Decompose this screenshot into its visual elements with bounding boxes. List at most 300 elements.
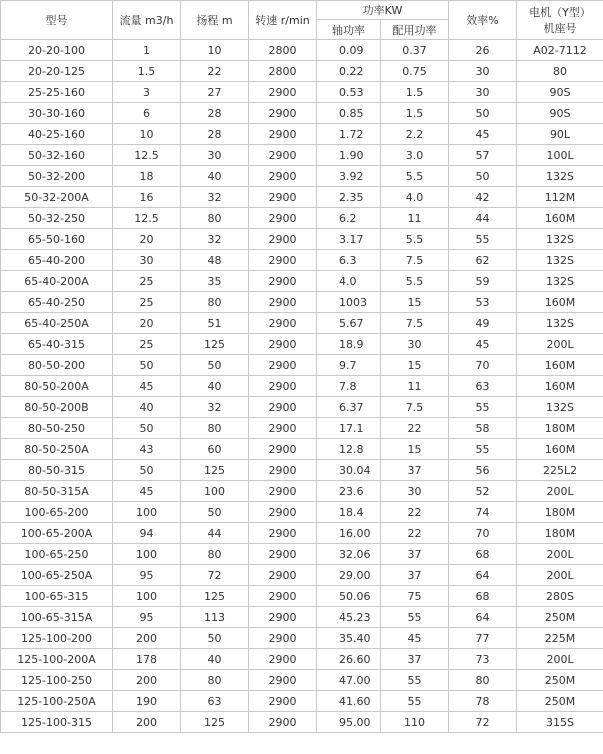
motor-frame-cell: 132S xyxy=(517,397,603,418)
flow-cell: 30 xyxy=(113,250,181,271)
motor-frame-cell: 225L2 xyxy=(517,460,603,481)
head-cell: 60 xyxy=(181,439,249,460)
speed-cell: 2900 xyxy=(249,124,317,145)
table-row xyxy=(1,271,603,292)
model-cell: 80-50-200 xyxy=(1,355,113,376)
model-cell: 125-100-250A xyxy=(1,691,113,712)
header-power: 功率KW xyxy=(317,1,449,20)
table-row xyxy=(1,61,603,82)
shaft-power-cell: 2.35 xyxy=(317,187,381,208)
table-row xyxy=(1,313,603,334)
speed-cell: 2900 xyxy=(249,523,317,544)
model-cell: 25-25-160 xyxy=(1,82,113,103)
shaft-power-cell: 35.40 xyxy=(317,628,381,649)
efficiency-cell: 56 xyxy=(449,460,517,481)
table-row xyxy=(1,712,603,733)
speed-cell: 2800 xyxy=(249,61,317,82)
speed-cell: 2900 xyxy=(249,355,317,376)
model-cell: 80-50-250A xyxy=(1,439,113,460)
head-cell: 30 xyxy=(181,145,249,166)
table-row xyxy=(1,250,603,271)
motor-power-cell: 55 xyxy=(381,691,449,712)
speed-cell: 2900 xyxy=(249,502,317,523)
flow-cell: 100 xyxy=(113,586,181,607)
flow-cell: 100 xyxy=(113,544,181,565)
motor-frame-cell: 180M xyxy=(517,523,603,544)
efficiency-cell: 26 xyxy=(449,40,517,61)
table-row xyxy=(1,124,603,145)
table-header xyxy=(1,1,603,40)
speed-cell: 2900 xyxy=(249,607,317,628)
head-cell: 40 xyxy=(181,376,249,397)
efficiency-cell: 55 xyxy=(449,439,517,460)
flow-cell: 43 xyxy=(113,439,181,460)
flow-cell: 100 xyxy=(113,502,181,523)
efficiency-cell: 64 xyxy=(449,565,517,586)
model-cell: 30-30-160 xyxy=(1,103,113,124)
efficiency-cell: 30 xyxy=(449,61,517,82)
shaft-power-cell: 12.8 xyxy=(317,439,381,460)
head-cell: 50 xyxy=(181,355,249,376)
motor-frame-cell: A02-7112 xyxy=(517,40,603,61)
head-cell: 113 xyxy=(181,607,249,628)
shaft-power-cell: 3.17 xyxy=(317,229,381,250)
motor-frame-cell: 112M xyxy=(517,187,603,208)
shaft-power-cell: 26.60 xyxy=(317,649,381,670)
motor-frame-cell: 200L xyxy=(517,649,603,670)
table-row xyxy=(1,166,603,187)
header-motor-frame xyxy=(517,1,603,40)
model-cell: 100-65-250 xyxy=(1,544,113,565)
efficiency-cell: 78 xyxy=(449,691,517,712)
header-speed: 转速 r/min xyxy=(249,1,317,40)
motor-frame-cell: 200L xyxy=(517,334,603,355)
model-cell: 100-65-315 xyxy=(1,586,113,607)
shaft-power-cell: 6.37 xyxy=(317,397,381,418)
speed-cell: 2900 xyxy=(249,628,317,649)
efficiency-cell: 62 xyxy=(449,250,517,271)
motor-frame-cell: 132S xyxy=(517,229,603,250)
header-flow: 流量 m3/h xyxy=(113,1,181,40)
speed-cell: 2900 xyxy=(249,292,317,313)
motor-frame-cell: 132S xyxy=(517,313,603,334)
motor-frame-cell: 160M xyxy=(517,208,603,229)
speed-cell: 2900 xyxy=(249,670,317,691)
flow-cell: 50 xyxy=(113,460,181,481)
shaft-power-cell: 1003 xyxy=(317,292,381,313)
head-cell: 32 xyxy=(181,229,249,250)
shaft-power-cell: 1.90 xyxy=(317,145,381,166)
motor-frame-cell: 225M xyxy=(517,628,603,649)
efficiency-cell: 45 xyxy=(449,334,517,355)
efficiency-cell: 77 xyxy=(449,628,517,649)
flow-cell: 178 xyxy=(113,649,181,670)
motor-power-cell: 37 xyxy=(381,460,449,481)
motor-power-cell: 30 xyxy=(381,334,449,355)
head-cell: 51 xyxy=(181,313,249,334)
flow-cell: 50 xyxy=(113,418,181,439)
efficiency-cell: 50 xyxy=(449,166,517,187)
model-cell: 100-65-200 xyxy=(1,502,113,523)
model-cell: 65-50-160 xyxy=(1,229,113,250)
table-row xyxy=(1,292,603,313)
table-row xyxy=(1,145,603,166)
shaft-power-cell: 45.23 xyxy=(317,607,381,628)
motor-power-cell: 5.5 xyxy=(381,166,449,187)
model-cell: 20-20-100 xyxy=(1,40,113,61)
speed-cell: 2900 xyxy=(249,439,317,460)
motor-power-cell: 30 xyxy=(381,481,449,502)
model-cell: 100-65-200A xyxy=(1,523,113,544)
motor-power-cell: 7.5 xyxy=(381,397,449,418)
model-cell: 125-100-315 xyxy=(1,712,113,733)
motor-power-cell: 22 xyxy=(381,502,449,523)
efficiency-cell: 59 xyxy=(449,271,517,292)
head-cell: 80 xyxy=(181,208,249,229)
motor-frame-cell: 200L xyxy=(517,544,603,565)
motor-frame-cell: 132S xyxy=(517,271,603,292)
flow-cell: 20 xyxy=(113,229,181,250)
model-cell: 50-32-200A xyxy=(1,187,113,208)
header-motor-power: 配用功率 xyxy=(381,20,449,40)
motor-frame-cell: 90S xyxy=(517,82,603,103)
motor-frame-cell: 100L xyxy=(517,145,603,166)
table-row xyxy=(1,523,603,544)
table-row xyxy=(1,103,603,124)
table-row xyxy=(1,376,603,397)
motor-power-cell: 5.5 xyxy=(381,229,449,250)
speed-cell: 2900 xyxy=(249,649,317,670)
head-cell: 10 xyxy=(181,40,249,61)
table-row xyxy=(1,397,603,418)
model-cell: 65-40-200 xyxy=(1,250,113,271)
shaft-power-cell: 16.00 xyxy=(317,523,381,544)
shaft-power-cell: 4.0 xyxy=(317,271,381,292)
efficiency-cell: 80 xyxy=(449,670,517,691)
motor-frame-cell: 80 xyxy=(517,61,603,82)
head-cell: 40 xyxy=(181,649,249,670)
speed-cell: 2900 xyxy=(249,334,317,355)
table-row xyxy=(1,334,603,355)
model-cell: 50-32-200 xyxy=(1,166,113,187)
head-cell: 80 xyxy=(181,292,249,313)
motor-frame-cell: 250M xyxy=(517,670,603,691)
flow-cell: 200 xyxy=(113,628,181,649)
speed-cell: 2900 xyxy=(249,145,317,166)
speed-cell: 2900 xyxy=(249,166,317,187)
model-cell: 80-50-315A xyxy=(1,481,113,502)
motor-frame-cell: 90S xyxy=(517,103,603,124)
header-efficiency: 效率% xyxy=(449,1,517,40)
table-row xyxy=(1,439,603,460)
motor-frame-cell: 250M xyxy=(517,607,603,628)
shaft-power-cell: 41.60 xyxy=(317,691,381,712)
model-cell: 80-50-200A xyxy=(1,376,113,397)
model-cell: 40-25-160 xyxy=(1,124,113,145)
model-cell: 50-32-160 xyxy=(1,145,113,166)
flow-cell: 18 xyxy=(113,166,181,187)
motor-frame-cell: 90L xyxy=(517,124,603,145)
motor-power-cell: 55 xyxy=(381,607,449,628)
head-cell: 35 xyxy=(181,271,249,292)
efficiency-cell: 64 xyxy=(449,607,517,628)
efficiency-cell: 70 xyxy=(449,523,517,544)
efficiency-cell: 68 xyxy=(449,586,517,607)
speed-cell: 2900 xyxy=(249,313,317,334)
speed-cell: 2900 xyxy=(249,691,317,712)
table-row xyxy=(1,586,603,607)
table-row xyxy=(1,649,603,670)
table-row xyxy=(1,628,603,649)
motor-frame-cell: 160M xyxy=(517,376,603,397)
head-cell: 40 xyxy=(181,166,249,187)
head-cell: 80 xyxy=(181,418,249,439)
model-cell: 125-100-200A xyxy=(1,649,113,670)
head-cell: 28 xyxy=(181,103,249,124)
head-cell: 48 xyxy=(181,250,249,271)
speed-cell: 2900 xyxy=(249,376,317,397)
speed-cell: 2900 xyxy=(249,187,317,208)
table-body xyxy=(1,40,603,733)
flow-cell: 1 xyxy=(113,40,181,61)
motor-power-cell: 15 xyxy=(381,355,449,376)
shaft-power-cell: 0.22 xyxy=(317,61,381,82)
speed-cell: 2900 xyxy=(249,250,317,271)
model-cell: 100-65-315A xyxy=(1,607,113,628)
shaft-power-cell: 30.04 xyxy=(317,460,381,481)
motor-power-cell: 45 xyxy=(381,628,449,649)
speed-cell: 2900 xyxy=(249,103,317,124)
motor-power-cell: 2.2 xyxy=(381,124,449,145)
efficiency-cell: 70 xyxy=(449,355,517,376)
efficiency-cell: 73 xyxy=(449,649,517,670)
motor-power-cell: 110 xyxy=(381,712,449,733)
speed-cell: 2900 xyxy=(249,460,317,481)
table-row xyxy=(1,670,603,691)
motor-power-cell: 55 xyxy=(381,670,449,691)
motor-frame-cell: 160M xyxy=(517,439,603,460)
header-shaft-power: 轴功率 xyxy=(317,20,381,40)
shaft-power-cell: 0.09 xyxy=(317,40,381,61)
flow-cell: 40 xyxy=(113,397,181,418)
speed-cell: 2900 xyxy=(249,565,317,586)
table-row xyxy=(1,607,603,628)
efficiency-cell: 53 xyxy=(449,292,517,313)
flow-cell: 200 xyxy=(113,712,181,733)
head-cell: 44 xyxy=(181,523,249,544)
shaft-power-cell: 32.06 xyxy=(317,544,381,565)
efficiency-cell: 72 xyxy=(449,712,517,733)
shaft-power-cell: 18.9 xyxy=(317,334,381,355)
speed-cell: 2900 xyxy=(249,586,317,607)
model-cell: 65-40-250A xyxy=(1,313,113,334)
head-cell: 50 xyxy=(181,502,249,523)
model-cell: 80-50-250 xyxy=(1,418,113,439)
flow-cell: 25 xyxy=(113,292,181,313)
table-row xyxy=(1,565,603,586)
flow-cell: 50 xyxy=(113,355,181,376)
speed-cell: 2900 xyxy=(249,712,317,733)
efficiency-cell: 55 xyxy=(449,229,517,250)
flow-cell: 1.5 xyxy=(113,61,181,82)
model-cell: 125-100-200 xyxy=(1,628,113,649)
shaft-power-cell: 6.2 xyxy=(317,208,381,229)
motor-power-cell: 15 xyxy=(381,439,449,460)
efficiency-cell: 50 xyxy=(449,103,517,124)
efficiency-cell: 45 xyxy=(449,124,517,145)
table-row xyxy=(1,187,603,208)
head-cell: 27 xyxy=(181,82,249,103)
speed-cell: 2900 xyxy=(249,208,317,229)
flow-cell: 6 xyxy=(113,103,181,124)
head-cell: 32 xyxy=(181,187,249,208)
head-cell: 32 xyxy=(181,397,249,418)
speed-cell: 2900 xyxy=(249,397,317,418)
motor-power-cell: 1.5 xyxy=(381,103,449,124)
head-cell: 63 xyxy=(181,691,249,712)
speed-cell: 2900 xyxy=(249,271,317,292)
shaft-power-cell: 6.3 xyxy=(317,250,381,271)
shaft-power-cell: 0.85 xyxy=(317,103,381,124)
header-model: 型号 xyxy=(1,1,113,40)
flow-cell: 20 xyxy=(113,313,181,334)
motor-frame-cell: 132S xyxy=(517,250,603,271)
motor-power-cell: 1.5 xyxy=(381,82,449,103)
motor-power-cell: 0.37 xyxy=(381,40,449,61)
head-cell: 125 xyxy=(181,460,249,481)
table-row xyxy=(1,40,603,61)
flow-cell: 25 xyxy=(113,271,181,292)
model-cell: 65-40-200A xyxy=(1,271,113,292)
shaft-power-cell: 5.67 xyxy=(317,313,381,334)
table-row xyxy=(1,355,603,376)
motor-power-cell: 3.0 xyxy=(381,145,449,166)
flow-cell: 190 xyxy=(113,691,181,712)
motor-power-cell: 75 xyxy=(381,586,449,607)
motor-power-cell: 0.75 xyxy=(381,61,449,82)
motor-power-cell: 11 xyxy=(381,376,449,397)
speed-cell: 2900 xyxy=(249,82,317,103)
shaft-power-cell: 47.00 xyxy=(317,670,381,691)
model-cell: 50-32-250 xyxy=(1,208,113,229)
efficiency-cell: 55 xyxy=(449,397,517,418)
flow-cell: 45 xyxy=(113,376,181,397)
motor-frame-cell: 250M xyxy=(517,691,603,712)
table-row xyxy=(1,481,603,502)
shaft-power-cell: 23.6 xyxy=(317,481,381,502)
flow-cell: 200 xyxy=(113,670,181,691)
motor-power-cell: 37 xyxy=(381,649,449,670)
head-cell: 28 xyxy=(181,124,249,145)
table-row xyxy=(1,691,603,712)
shaft-power-cell: 0.53 xyxy=(317,82,381,103)
flow-cell: 3 xyxy=(113,82,181,103)
shaft-power-cell: 3.92 xyxy=(317,166,381,187)
efficiency-cell: 44 xyxy=(449,208,517,229)
flow-cell: 45 xyxy=(113,481,181,502)
efficiency-cell: 63 xyxy=(449,376,517,397)
head-cell: 100 xyxy=(181,481,249,502)
table-row xyxy=(1,82,603,103)
motor-power-cell: 11 xyxy=(381,208,449,229)
table-row xyxy=(1,229,603,250)
shaft-power-cell: 7.8 xyxy=(317,376,381,397)
efficiency-cell: 49 xyxy=(449,313,517,334)
head-cell: 80 xyxy=(181,670,249,691)
motor-power-cell: 15 xyxy=(381,292,449,313)
motor-frame-cell: 180M xyxy=(517,502,603,523)
flow-cell: 12.5 xyxy=(113,145,181,166)
motor-power-cell: 4.0 xyxy=(381,187,449,208)
shaft-power-cell: 95.00 xyxy=(317,712,381,733)
efficiency-cell: 74 xyxy=(449,502,517,523)
header-head: 扬程 m xyxy=(181,1,249,40)
motor-frame-cell: 200L xyxy=(517,565,603,586)
motor-frame-cell: 160M xyxy=(517,355,603,376)
motor-power-cell: 5.5 xyxy=(381,271,449,292)
shaft-power-cell: 29.00 xyxy=(317,565,381,586)
motor-power-cell: 22 xyxy=(381,523,449,544)
table-row xyxy=(1,418,603,439)
head-cell: 125 xyxy=(181,712,249,733)
model-cell: 80-50-200B xyxy=(1,397,113,418)
model-cell: 125-100-250 xyxy=(1,670,113,691)
flow-cell: 16 xyxy=(113,187,181,208)
table-row xyxy=(1,544,603,565)
shaft-power-cell: 50.06 xyxy=(317,586,381,607)
model-cell: 20-20-125 xyxy=(1,61,113,82)
motor-frame-cell: 315S xyxy=(517,712,603,733)
efficiency-cell: 68 xyxy=(449,544,517,565)
motor-power-cell: 37 xyxy=(381,565,449,586)
efficiency-cell: 52 xyxy=(449,481,517,502)
flow-cell: 12.5 xyxy=(113,208,181,229)
shaft-power-cell: 9.7 xyxy=(317,355,381,376)
motor-power-cell: 7.5 xyxy=(381,250,449,271)
efficiency-cell: 42 xyxy=(449,187,517,208)
motor-frame-cell: 200L xyxy=(517,481,603,502)
table-row xyxy=(1,208,603,229)
motor-power-cell: 37 xyxy=(381,544,449,565)
motor-frame-cell: 132S xyxy=(517,166,603,187)
shaft-power-cell: 17.1 xyxy=(317,418,381,439)
shaft-power-cell: 1.72 xyxy=(317,124,381,145)
table-row xyxy=(1,502,603,523)
head-cell: 50 xyxy=(181,628,249,649)
speed-cell: 2900 xyxy=(249,418,317,439)
motor-frame-cell: 280S xyxy=(517,586,603,607)
head-cell: 22 xyxy=(181,61,249,82)
speed-cell: 2800 xyxy=(249,40,317,61)
motor-frame-cell: 180M xyxy=(517,418,603,439)
model-cell: 100-65-250A xyxy=(1,565,113,586)
flow-cell: 95 xyxy=(113,607,181,628)
efficiency-cell: 57 xyxy=(449,145,517,166)
head-cell: 72 xyxy=(181,565,249,586)
header-motor-line2: 机座号 xyxy=(543,22,577,35)
flow-cell: 25 xyxy=(113,334,181,355)
efficiency-cell: 58 xyxy=(449,418,517,439)
efficiency-cell: 30 xyxy=(449,82,517,103)
flow-cell: 10 xyxy=(113,124,181,145)
speed-cell: 2900 xyxy=(249,544,317,565)
speed-cell: 2900 xyxy=(249,229,317,250)
motor-power-cell: 22 xyxy=(381,418,449,439)
table-row xyxy=(1,460,603,481)
flow-cell: 95 xyxy=(113,565,181,586)
model-cell: 65-40-315 xyxy=(1,334,113,355)
head-cell: 125 xyxy=(181,586,249,607)
